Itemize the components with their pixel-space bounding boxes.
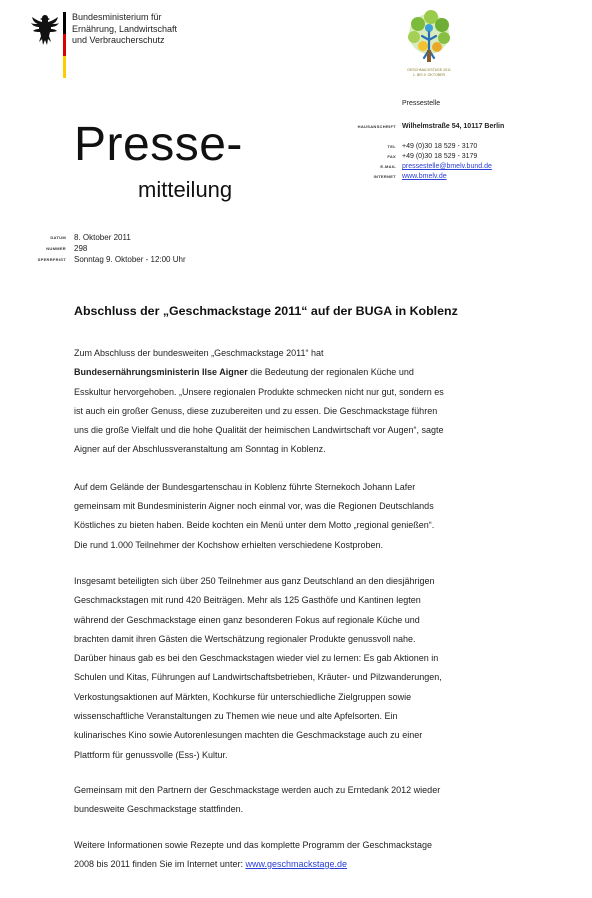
text-line: die Bedeutung der regionalen Küche und: [247, 367, 414, 378]
text-line: wissenschaftliche Veranstaltungen zu Themen wie neue und alte Apfelsorten. Ein: [74, 711, 398, 722]
paragraph: [74, 572, 560, 765]
meta-row-number: [20, 243, 186, 254]
flag-stripe-black: [63, 12, 66, 34]
text-line: gemeinsam mit Bundesministerin Aigner noch einmal vor, was die Regionen Deutschlands: [74, 501, 434, 512]
text-line: Aigner auf der Abschlussveranstaltung am Sonntag in Koblenz.: [74, 444, 326, 455]
text-line: kulinarisches Kino sowie Autorenlesungen machten die Geschmackstage auch zu einer: [74, 730, 423, 741]
text-line: Gemeinsam mit den Partnern der Geschmackstage werden auch zu Erntedank 2012 wieder: [74, 784, 441, 795]
contact-tel: +49 (0)30 18 529 - 3170: [402, 143, 478, 150]
contact-row-internet: [346, 172, 504, 182]
flag-stripe-gold: [63, 56, 66, 78]
tree-figure-logo-icon: [398, 6, 460, 72]
contact-label: INTERNET: [373, 174, 396, 179]
meta-number: 298: [74, 244, 88, 253]
press-office-title: Pressestelle: [402, 100, 441, 107]
contact-website-link[interactable]: www.bmelv.de: [402, 173, 447, 180]
text-line: Insgesamt beteiligten sich über 250 Teilnehmer aus ganz Deutschland an den diesjährigen: [74, 575, 435, 586]
ministry-name-line: und Verbraucherschutz: [72, 35, 165, 45]
paragraph: [74, 478, 560, 555]
contact-label: FAX: [387, 154, 396, 159]
contact-label: TEL: [387, 144, 396, 149]
text-line: während der Geschmackstage einen ganz besonderen Fokus auf regionale Küche und: [74, 614, 420, 625]
contact-label: E-MAIL: [380, 164, 396, 169]
ministry-name: [72, 12, 177, 47]
headline: Abschluss der „Geschmackstage 2011“ auf der BUGA in Koblenz: [74, 304, 458, 318]
contact-fax: +49 (0)30 18 529 - 3179: [402, 153, 478, 160]
text-line: Plattform für genussvolle (Ess-) Kultur.: [74, 749, 228, 760]
flag-stripe-red: [63, 34, 66, 56]
text-line: Verkostungsaktionen auf Märkten, Kochkurse für unterschiedliche Zielgruppen sowie: [74, 691, 412, 702]
text-line: Darüber hinaus gab es bei den Geschmackstagen wieder viel zu lernen: Es gab Aktionen in: [74, 653, 439, 664]
page-subtitle: mitteilung: [138, 177, 233, 202]
text-line: Esskultur hervorgehoben. „Unsere regionalen Produkte schmecken nicht nur gut, sondern es: [74, 386, 444, 397]
text-line: bundesweite Geschmackstage stattfinden.: [74, 804, 244, 815]
page-title: Presse-: [74, 118, 243, 171]
text-line: Auf dem Gelände der Bundesgartenschau in Koblenz führte Sternekoch Johann Lafer: [74, 481, 416, 492]
contact-row-fax: [346, 152, 504, 162]
contact-address: Wilhelmstraße 54, 10117 Berlin: [402, 123, 505, 130]
meta-date: 8. Oktober 2011: [74, 233, 131, 242]
paragraph: [74, 344, 560, 460]
ministry-name-line: Ernährung, Landwirtschaft: [72, 23, 178, 34]
geschmackstage-link[interactable]: www.geschmackstage.de: [245, 858, 348, 869]
contact-row-address: [346, 122, 504, 132]
ministry-name-line: Bundesministerium für: [72, 12, 162, 22]
meta-row-date: [20, 232, 186, 243]
german-flag-stripe: [63, 12, 66, 78]
text-bold: Bundesernährungsministerin Ilse Aigner: [74, 367, 248, 378]
meta-label: SPERRFRIST: [37, 257, 66, 262]
text-line: Geschmackstagen mit rund 420 Beiträgen. Mehr als 125 Gasthöfe und Kantinen legten: [74, 595, 421, 606]
contact-label: HAUSANSCHRIFT: [357, 124, 396, 129]
text-line: Die rund 1.000 Teilnehmer der Kochshow erhielten verschiedene Kostproben.: [74, 539, 384, 550]
text-line: brachten damit ihren Gästen die Wertschätzung regionaler Produkte genussvoll nahe.: [74, 633, 416, 644]
paragraph: [74, 781, 560, 820]
text-line: 2008 bis 2011 finden Sie im Internet unter:: [74, 858, 246, 869]
meta-embargo: Sonntag 9. Oktober - 12:00 Uhr: [74, 255, 186, 264]
text-line: uns die große Vielfalt und die hohe Qualität der heimischen Landwirtschaft vor Augen“, sagte: [74, 425, 444, 436]
press-office-contacts: [346, 122, 504, 182]
contact-email-link[interactable]: pressestelle@bmelv.bund.de: [402, 163, 492, 170]
text-line: Zum Abschluss der bundesweiten „Geschmackstage 2011“ hat: [74, 348, 324, 358]
text-line: Schulen und Kitas, Führungen auf Landwirtschaftsbetrieben, Kräuter- und Pilzwanderungen,: [74, 672, 442, 683]
federal-eagle-icon: [30, 12, 60, 48]
logo-caption-line: GESCHMACKSTAGE 2011: [407, 68, 451, 72]
paragraph: [74, 836, 560, 875]
meta-label: NUMMER: [46, 246, 66, 251]
contact-row-spacer: [346, 132, 504, 142]
contact-row-email: [346, 162, 504, 172]
body-text: [74, 344, 560, 892]
logo-caption-line: 1. BIS 9. OKTOBER: [412, 72, 446, 77]
text-line: ist auch ein großer Genuss, diese zuzubereiten und zu essen. Die Geschmackstage führen: [74, 405, 438, 416]
text-line: Weitere Informationen sowie Rezepte und das komplette Programm der Geschmackstage: [74, 839, 433, 850]
release-meta: [20, 232, 186, 265]
meta-row-embargo: [20, 254, 186, 265]
meta-label: DATUM: [50, 235, 66, 240]
text-line: Köstliches zu bieten haben. Beide kochten ein Menü unter dem Motto „regional genießen“.: [74, 520, 435, 531]
contact-row-tel: [346, 142, 504, 152]
logo-caption: [396, 68, 462, 77]
